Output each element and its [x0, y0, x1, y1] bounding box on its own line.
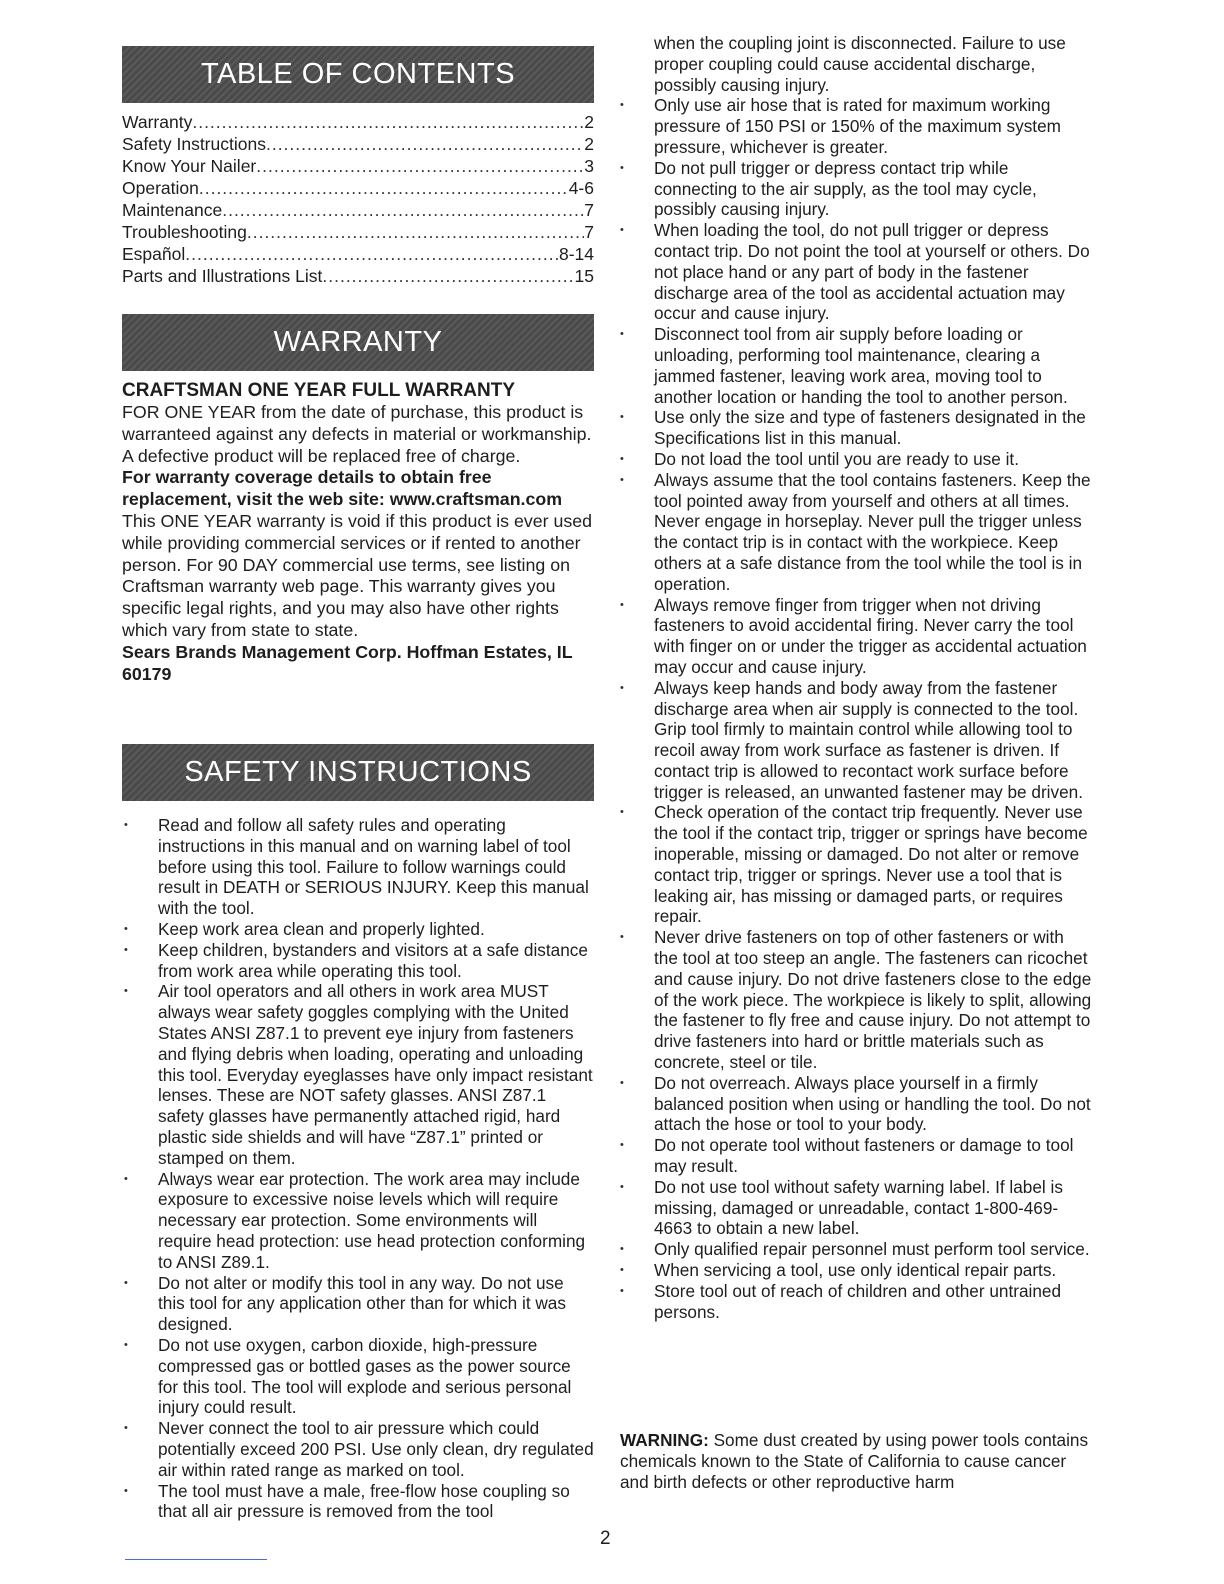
toc-entry: Troubleshooting ..... 7 — [122, 222, 594, 244]
safety-item: • Only qualified repair personnel must perform tool service. — [620, 1239, 1092, 1260]
safety-item: • Check operation of the contact trip frequently. Never use the tool if the contact trip, trigger or springs have become inoperable, missing or damaged. Do not alter or remove contact trip, trigger or springs. Never use a tool that is leaking air, has missing or damaged parts, or requires repair. — [620, 802, 1092, 927]
footer-rule — [125, 1559, 267, 1560]
warranty-address: Sears Brands Management Corp. Hoffman Estates, IL 60179 — [122, 641, 573, 684]
table-of-contents — [122, 112, 594, 288]
safety-item: • Always keep hands and body away from the fastener discharge area when air supply is connected to the tool. Grip tool firmly to maintain control while allowing tool to recoil away from work surface as fastener is driven. If contact trip is allowed to recontact work surface before trigger is released, an unwanted fastener may be driven. — [620, 678, 1092, 803]
safety-item: • Always assume that the tool contains fasteners. Keep the tool pointed away from yourself and others at all times. Never engage in horseplay. Never pull the trigger unless the contact trip is in contact with the workpiece. Keep others at a safe distance from the tool while the tool is in operation. — [620, 470, 1092, 595]
safety-item: • Keep work area clean and properly lighted. — [122, 919, 594, 940]
warranty-web-note: For warranty coverage details to obtain free replacement, visit the web site: www.craftsman.com — [122, 467, 563, 510]
toc-entry: Maintenance ..... 7 — [122, 200, 594, 222]
safety-item: • When servicing a tool, use only identical repair parts. — [620, 1260, 1092, 1281]
safety-item: • Store tool out of reach of children and other untrained persons. — [620, 1281, 1092, 1323]
safety-item: • Disconnect tool from air supply before loading or unloading, performing tool maintenance, clearing a jammed fastener, leaving work area, moving tool to another location or handing the tool to another person. — [620, 324, 1092, 407]
safety-item: • When loading the tool, do not pull trigger or depress contact trip. Do not point the tool at yourself or others. Do not place hand or any part of body in the fastener discharge area of the tool as accidental actuation may occur and cause injury. — [620, 220, 1092, 324]
safety-list-right — [620, 33, 1092, 1322]
toc-entry: Español ..... 8-14 — [122, 244, 594, 266]
toc-entry: Operation ..... 4-6 — [122, 178, 594, 200]
safety-item: • Do not overreach. Always place yourself in a firmly balanced position when using or handling the tool. Do not attach the hose or tool to your body. — [620, 1073, 1092, 1135]
warranty-heading: CRAFTSMAN ONE YEAR FULL WARRANTY — [122, 380, 516, 401]
safety-item: • Always wear ear protection. The work area may include exposure to excessive noise levels which will require necessary ear protection. Some environments will require head protection: use head protection conforming to ANSI Z89.1. — [122, 1169, 594, 1273]
safety-item: • Only use air hose that is rated for maximum working pressure of 150 PSI or 150% of the maximum system pressure, whichever is greater. — [620, 95, 1092, 157]
warranty-banner: WARRANTY — [122, 314, 594, 371]
safety-item: • Air tool operators and all others in work area MUST always wear safety goggles complying with the United States ANSI Z87.1 to prevent eye injury from fasteners and flying debris when loading, operating and unloading this tool. Everyday eyeglasses have only impact resistant lenses. These are NOT safety glasses. ANSI Z87.1 safety glasses have permanently attached rigid, hard plastic side shields and will have “Z87.1” printed or stamped on them. — [122, 981, 594, 1168]
toc-banner: TABLE OF CONTENTS — [122, 46, 594, 103]
warning-label: WARNING: — [620, 1430, 709, 1450]
safety-banner: SAFETY INSTRUCTIONS — [122, 744, 594, 801]
warranty-paragraph: FOR ONE YEAR from the date of purchase, this product is warranteed against any defects in material or workmanship. A defective product will be replaced free of charge. — [122, 402, 592, 466]
toc-entry: Warranty ..... 2 — [122, 112, 594, 134]
safety-list-left — [122, 815, 594, 1522]
safety-item: • Do not use oxygen, carbon dioxide, high-pressure compressed gas or bottled gases as the power source for this tool. The tool will explode and serious personal injury could result. — [122, 1335, 594, 1418]
safety-item: • Do not operate tool without fasteners or damage to tool may result. — [620, 1135, 1092, 1177]
warning-text: Some dust created by using power tools contains chemicals known to the State of California to cause cancer and birth defects or other reproductive harm — [620, 1430, 1089, 1492]
safety-item-continued: when the coupling joint is disconnected. Failure to use proper coupling could cause accidental discharge, possibly causing injury. — [654, 33, 1066, 95]
safety-item: • Use only the size and type of fasteners designated in the Specifications list in this manual. — [620, 407, 1092, 449]
safety-item: • Do not alter or modify this tool in any way. Do not use this tool for any application other than for which it was designed. — [122, 1273, 594, 1335]
safety-item: • Keep children, bystanders and visitors at a safe distance from work area while operating this tool. — [122, 940, 594, 982]
safety-item: • Do not load the tool until you are ready to use it. — [620, 449, 1092, 470]
toc-entry: Know Your Nailer ..... 3 — [122, 156, 594, 178]
safety-item: • The tool must have a male, free-flow hose coupling so that all air pressure is removed from the tool — [122, 1481, 594, 1523]
safety-item: • Never connect the tool to air pressure which could potentially exceed 200 PSI. Use only clean, dry regulated air within rated range as marked on tool. — [122, 1418, 594, 1480]
warranty-paragraph: This ONE YEAR warranty is void if this product is ever used while providing commercial services or if rented to another person. For 90 DAY commercial use terms, see listing on Craftsman warranty web page. This warranty gives you specific legal rights, and you may also have other rights which vary from state to state. — [122, 510, 593, 640]
safety-item: • Do not use tool without safety warning label. If label is missing, damaged or unreadable, contact 1-800-469-4663 to obtain a new label. — [620, 1177, 1092, 1239]
safety-item: • Read and follow all safety rules and operating instructions in this manual and on warning label of tool before using this tool. Failure to follow warnings could result in DEATH or SERIOUS INJURY. Keep this manual with the tool. — [122, 815, 594, 919]
safety-item: • Do not pull trigger or depress contact trip while connecting to the air supply, as the tool may cycle, possibly causing injury. — [620, 158, 1092, 220]
california-warning — [620, 1430, 1092, 1492]
safety-item: • Always remove finger from trigger when not driving fasteners to avoid accidental firing. Never carry the tool with finger on or under the trigger as accidental actuation may occur and cause injury. — [620, 595, 1092, 678]
page-number: 2 — [600, 1528, 611, 1549]
toc-entry: Parts and Illustrations List ..... 15 — [122, 266, 594, 288]
warranty-section — [122, 380, 594, 685]
safety-item: • Never drive fasteners on top of other fasteners or with the tool at too steep an angle. The fasteners can ricochet and cause injury. Do not drive fasteners close to the edge of the work piece. The workpiece is likely to split, allowing the fastener to fly free and cause injury. Do not attempt to drive fasteners into hard or brittle materials such as concrete, steel or tile. — [620, 927, 1092, 1073]
toc-entry: Safety Instructions ..... 2 — [122, 134, 594, 156]
